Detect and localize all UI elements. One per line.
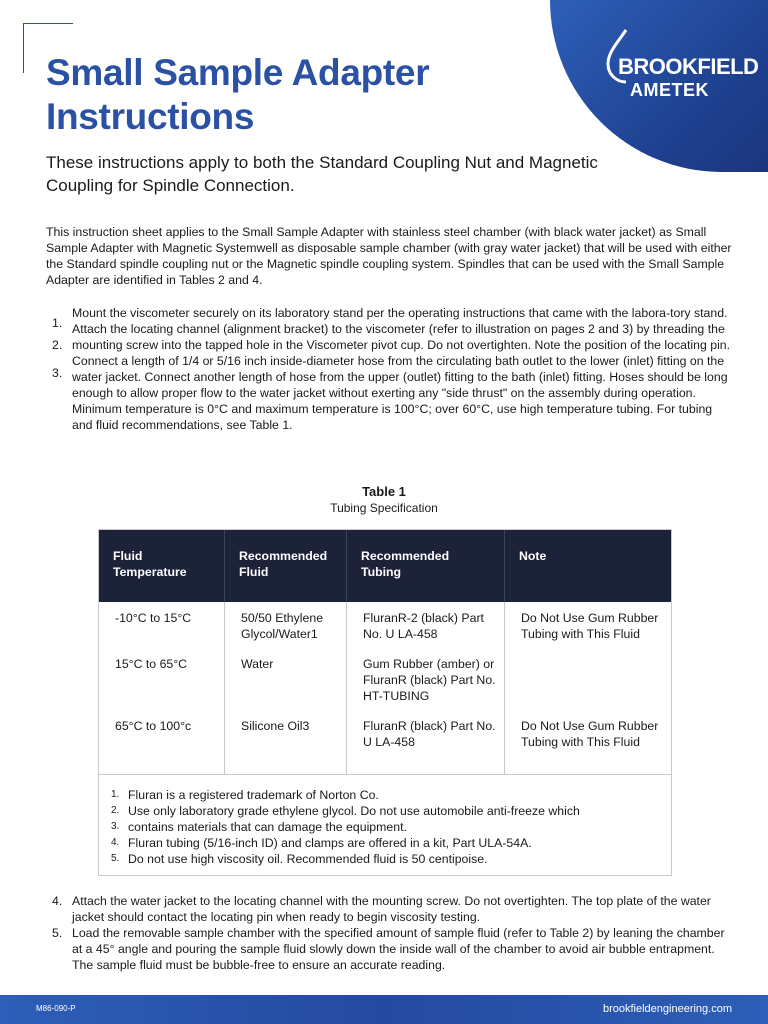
corner-mark-horizontal — [23, 23, 73, 24]
table-column-note — [505, 602, 669, 774]
footnote-text: contains materials that can damage the equipment. — [128, 820, 407, 834]
step-item — [46, 321, 736, 353]
footnote-text: Fluran tubing (5/16-inch ID) and clamps are offered in a kit, Part ULA-54A. — [128, 836, 532, 850]
table-header-row — [99, 530, 671, 602]
footnote-text: Do not use high viscosity oil. Recommended fluid is 50 centipoise. — [128, 852, 488, 866]
table-column-fluid — [225, 602, 347, 774]
subtitle: These instructions apply to both the Standard Coupling Nut and Magnetic Coupling for Spindle Connection. — [46, 153, 598, 195]
column-header-recommended-tubing: Recommended Tubing — [347, 530, 505, 602]
step-text: Load the removable sample chamber with the specified amount of sample fluid (refer to Table 2) by leaning the chamber at a 45° angle and pouring the sample fluid slowly down the inside wall of the chamber to avoid air bubble entrapment. The sample fluid must be bubble-free to ensure an accurate reading. — [72, 926, 725, 972]
table-subtitle: Tubing Specification — [330, 501, 438, 515]
step-text: Mount the viscometer securely on its laboratory stand per the operating instructions that came with the labora-tory stand. — [72, 306, 728, 320]
column-header-recommended-fluid: Recommended Fluid — [225, 530, 347, 602]
step-text: Connect a length of 1/4 or 5/16 inch inside-diameter hose from the circulating bath outlet to the lower (inlet) fitting on the water jacket. Connect another length of hose from the upper (outlet) fitting to the bath (inlet) fitting. Hoses should be long enough to allow proper flow to the water jacket without exerting any "side thrust" on the assembly during operation. Minimum temperature is 0°C and maximum temperature is 100°C; over 60°C, use high temperature tubing. For tubing and fluid recommendations, see Table 1. — [72, 354, 728, 432]
table-footnotes — [99, 775, 671, 875]
brand-name-ametek: AMETEK — [630, 80, 709, 100]
page-footer — [0, 995, 768, 1024]
table-cell: Silicone Oil3 — [241, 719, 310, 733]
footnote-item — [111, 819, 671, 835]
table-title: Table 1 — [362, 484, 406, 499]
intro-paragraph: This instruction sheet applies to the Small Sample Adapter with stainless steel chamber (with black water jacket) as Small Sample Adapter with Magnetic Systemwell as disposable sample chamber (with gray water jacket) that will be used with either the Standard spindle coupling nut or the Magnetic spindle coupling system. Spindles that can be used with the Small Sample Adapter are identified in Tables 2 and 4. — [46, 225, 732, 287]
table-cell: FluranR-2 (black) Part No. U LA-458 — [363, 611, 484, 641]
document-code: M86-090-P — [36, 1004, 76, 1013]
footnote-text: Fluran is a registered trademark of Norton Co. — [128, 788, 379, 802]
footnote-number: 5. — [111, 853, 120, 864]
tubing-specification-table — [98, 529, 672, 876]
footnote-number: 3. — [111, 821, 120, 832]
step-number: 4. — [52, 894, 63, 908]
step-text: Attach the water jacket to the locating channel with the mounting screw. Do not overtighten. The top plate of the water jacket should contact the locating pin when ready to begin viscosity testing. — [72, 894, 711, 924]
step-item — [46, 893, 736, 925]
column-header-fluid-temperature: Fluid Temperature — [99, 530, 225, 602]
table-column-tubing — [347, 602, 505, 774]
table-cell: 65°C to 100°c — [115, 719, 192, 733]
step-number: 5. — [52, 926, 63, 940]
footnote-number: 2. — [111, 805, 120, 816]
table-cell: Do Not Use Gum Rubber Tubing with This Fluid — [521, 611, 659, 641]
step-number: 2. — [52, 338, 63, 352]
page-title — [46, 51, 429, 139]
table-body — [99, 602, 671, 775]
column-header-note: Note — [519, 549, 547, 563]
page-title-line-2: Instructions — [46, 96, 255, 137]
table-cell: Gum Rubber (amber) or FluranR (black) Part No. HT-TUBING — [363, 657, 496, 703]
step-number: 1. — [52, 316, 63, 330]
website-link[interactable]: brookfieldengineering.com — [602, 1003, 732, 1015]
step-text: Attach the locating channel (alignment bracket) to the viscometer (refer to illustration on pages 2 and 3) by threading the mounting screw into the tapped hole in the Viscometer pivot cup. Do not overtighten. Note the position of the locating pin. — [72, 322, 731, 352]
table-cell: 50/50 Ethylene Glycol/Water1 — [241, 611, 324, 641]
footnote-item — [111, 803, 671, 819]
step-number: 3. — [52, 366, 63, 380]
footnote-number: 4. — [111, 837, 120, 848]
table-cell: Do Not Use Gum Rubber Tubing with This Fluid — [521, 719, 659, 749]
footnote-text: Use only laboratory grade ethylene glycol. Do not use automobile anti-freeze which — [128, 804, 580, 818]
steps-list-part-2 — [46, 893, 736, 973]
step-item — [46, 925, 736, 973]
brookfield-ametek-logo — [604, 28, 759, 108]
page-title-line-1: Small Sample Adapter — [46, 52, 430, 93]
step-item — [46, 353, 736, 433]
table-cell: Water — [241, 657, 274, 671]
footnote-item — [111, 835, 671, 851]
table-cell: 15°C to 65°C — [115, 657, 188, 671]
table-column-temperature — [99, 602, 225, 774]
footnote-item — [111, 851, 671, 867]
table-cell: -10°C to 15°C — [115, 611, 192, 625]
footnote-item — [111, 787, 671, 803]
steps-list-part-1 — [46, 305, 736, 433]
brand-name-brookfield: BROOKFIELD — [618, 54, 759, 79]
step-item — [46, 305, 736, 330]
footnote-number: 1. — [111, 789, 120, 800]
corner-mark-vertical — [23, 23, 24, 73]
table-cell: FluranR (black) Part No. U LA-458 — [363, 719, 496, 749]
